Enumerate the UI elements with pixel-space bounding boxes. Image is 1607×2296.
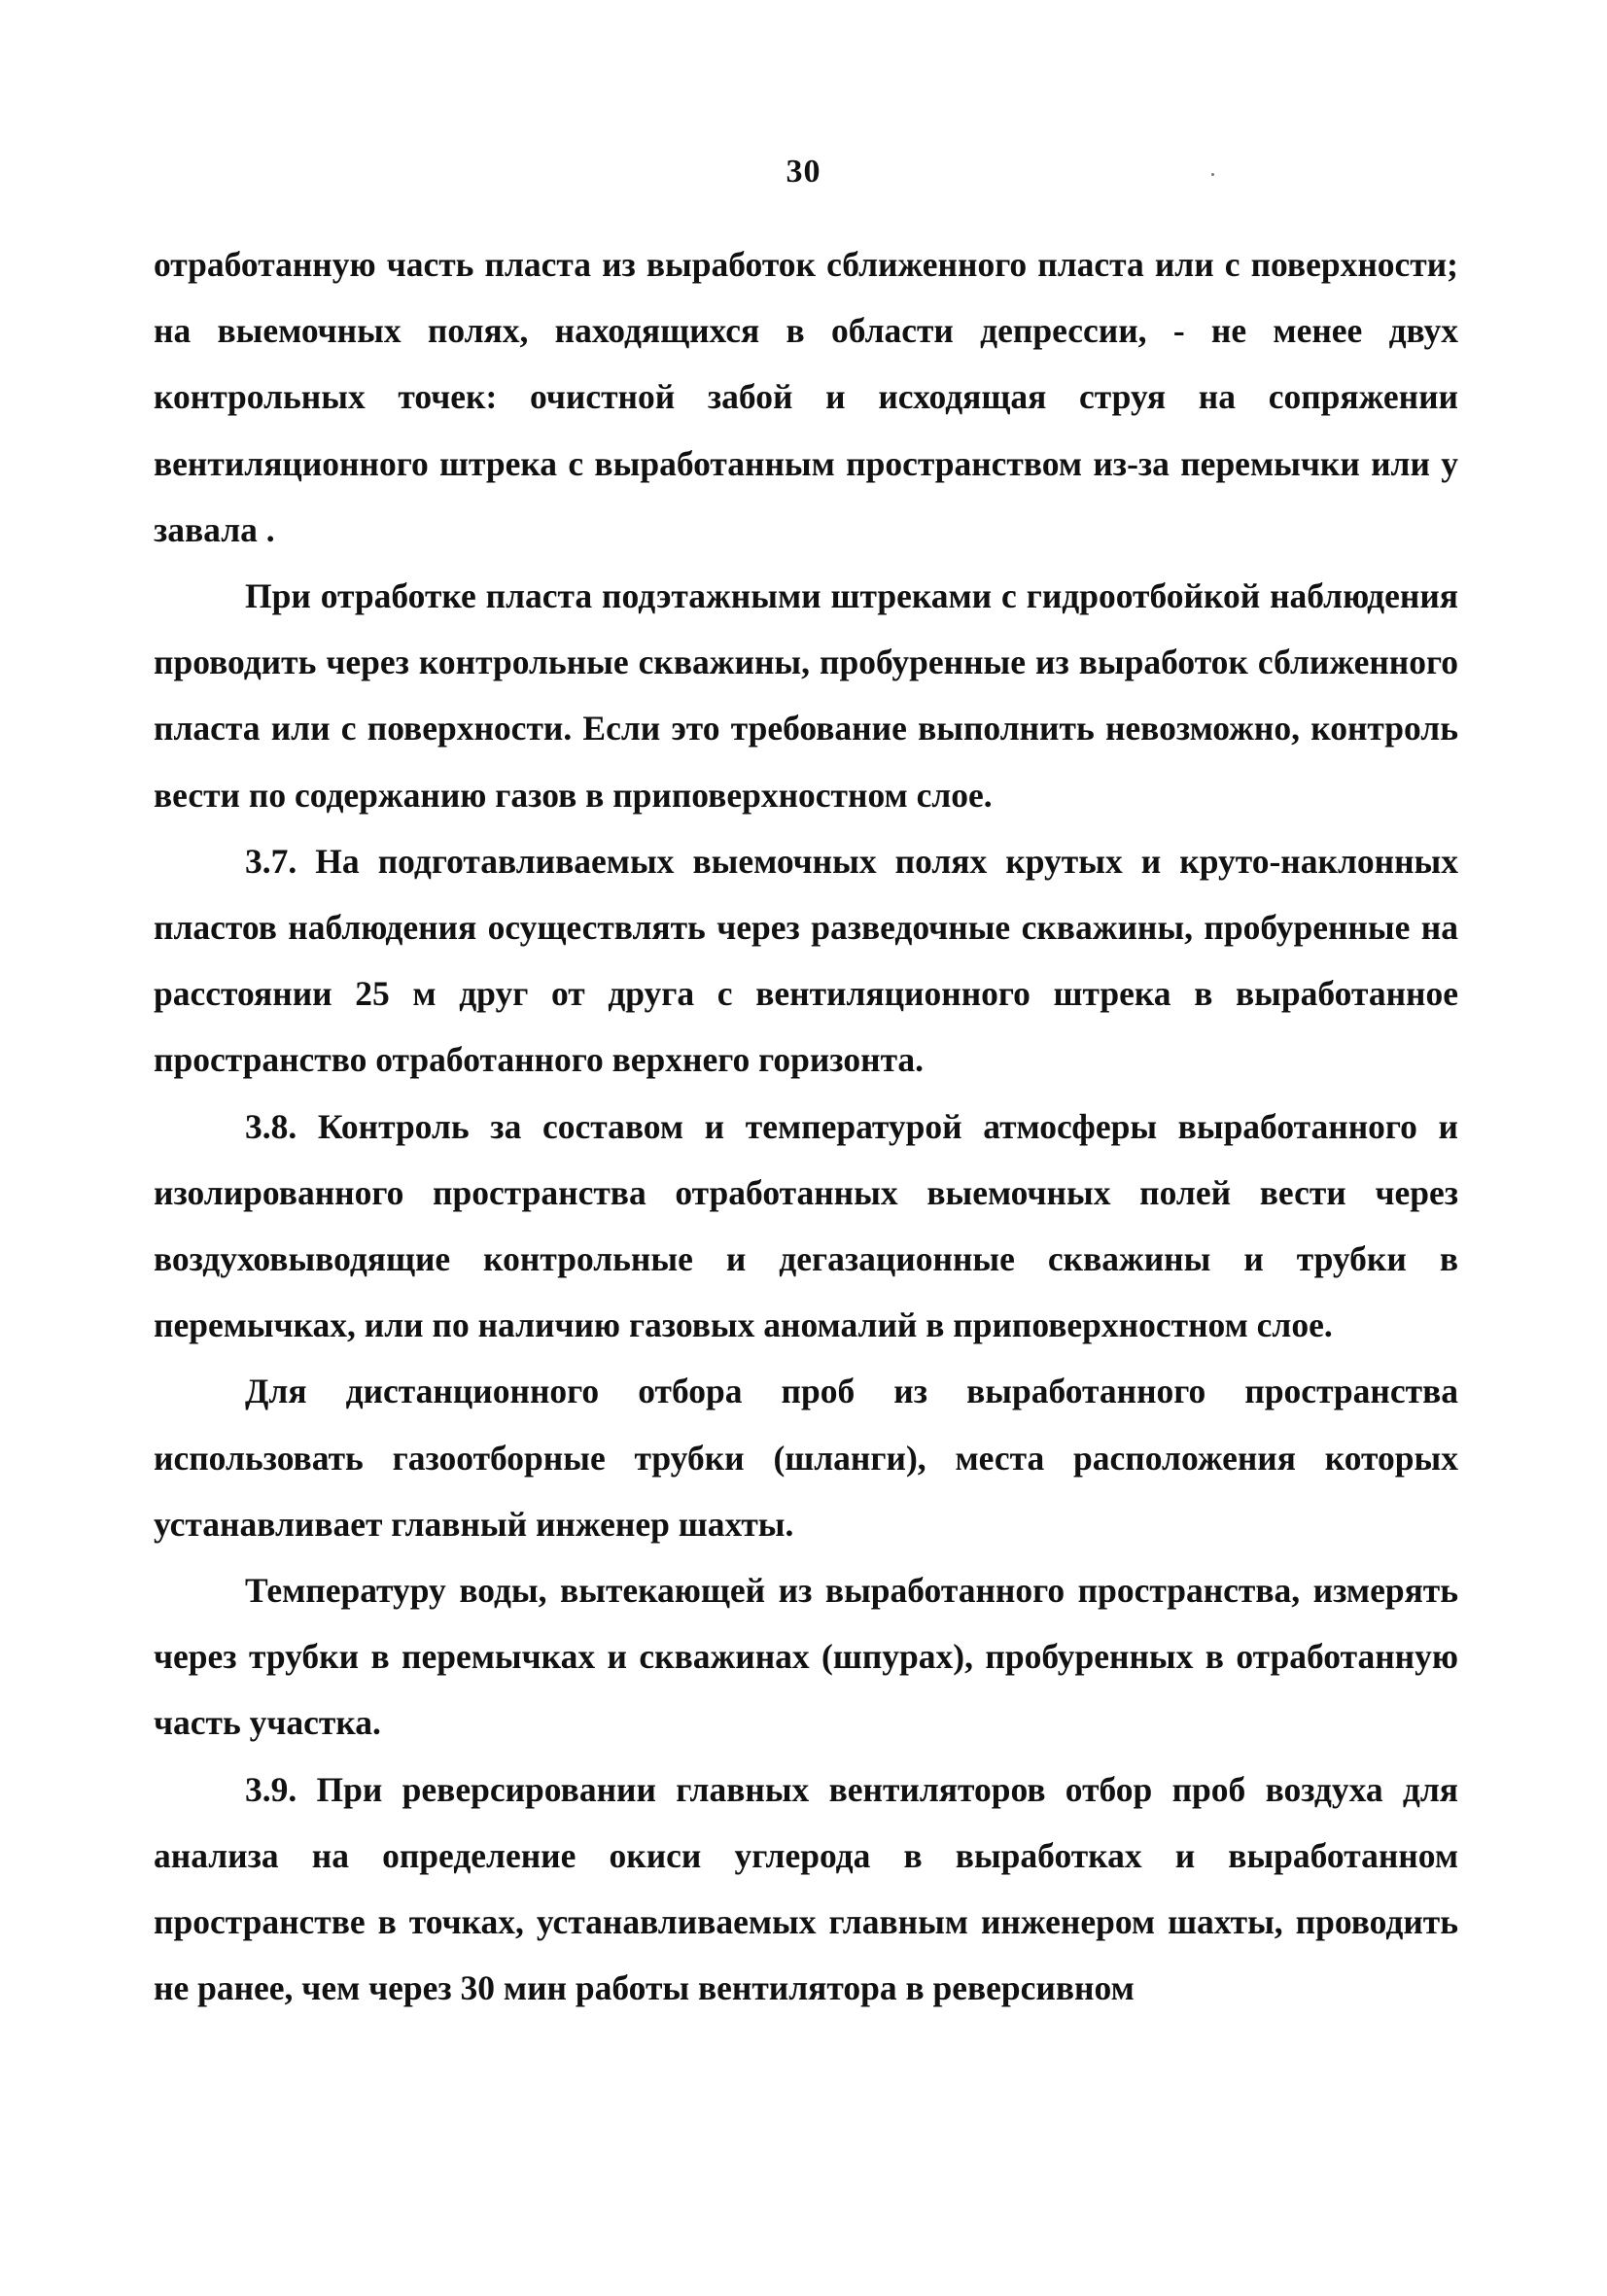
document-body	[154, 231, 1458, 2021]
paragraph-hydro-breaking: При отработке пласта подэтажными штреками с гидроотбойкой наблюдения проводить через контрольные скважины, пробуренные из выработок сближенного пласта или с поверхности. Если это требование выполнить невозможно, контроль вести по содержанию газов в приповерхностном слое.	[154, 576, 1458, 815]
paragraph-clause-3-8: 3.8. Контроль за составом и температурой атмосферы выработанного и изолированного пространства отработанных выемочных полей вести через воздуховыводящие контрольные и дегазационные скважины и трубки в перемычках, или по наличию газовых аномалий в приповерхностном слое.	[154, 1106, 1458, 1345]
paragraph-continuation: отработанную часть пласта из выработок сближенного пласта или с поверхности; на выемочных полях, находящихся в области депрессии, - не менее двух контрольных точек: очистной забой и исходящая струя на сопряжении вентиляционного штрека с выработанным пространством из-за перемычки или у завала .	[154, 245, 1458, 549]
scan-artifact-dot	[1211, 173, 1214, 176]
paragraph-remote-sampling: Для дистанционного отбора проб из выработанного пространства использовать газоотборные трубки (шланги), места расположения которых устанавливает главный инженер шахты.	[154, 1372, 1458, 1544]
paragraph-clause-3-7: 3.7. На подготавливаемых выемочных полях крутых и круто-наклонных пластов наблюдения осуществлять через разведочные скважины, пробуренные на расстоянии 25 м друг от друга с вентиляционного штрека в выработанное пространство отработанного верхнего горизонта.	[154, 841, 1458, 1080]
paragraph-water-temperature: Температуру воды, вытекающей из выработанного пространства, измерять через трубки в перемычках и скважинах (шпурах), пробуренных в отработанную часть участка.	[154, 1571, 1458, 1743]
paragraph-clause-3-9: 3.9. При реверсировании главных вентиляторов отбор проб воздуха для анализа на определение окиси углерода в выработках и выработанном пространстве в точках, устанавливаемых главным инженером шахты, проводить не ранее, чем через 30 мин работы вентилятора в реверсивном	[154, 1769, 1458, 2008]
page-number: 30	[786, 154, 821, 190]
